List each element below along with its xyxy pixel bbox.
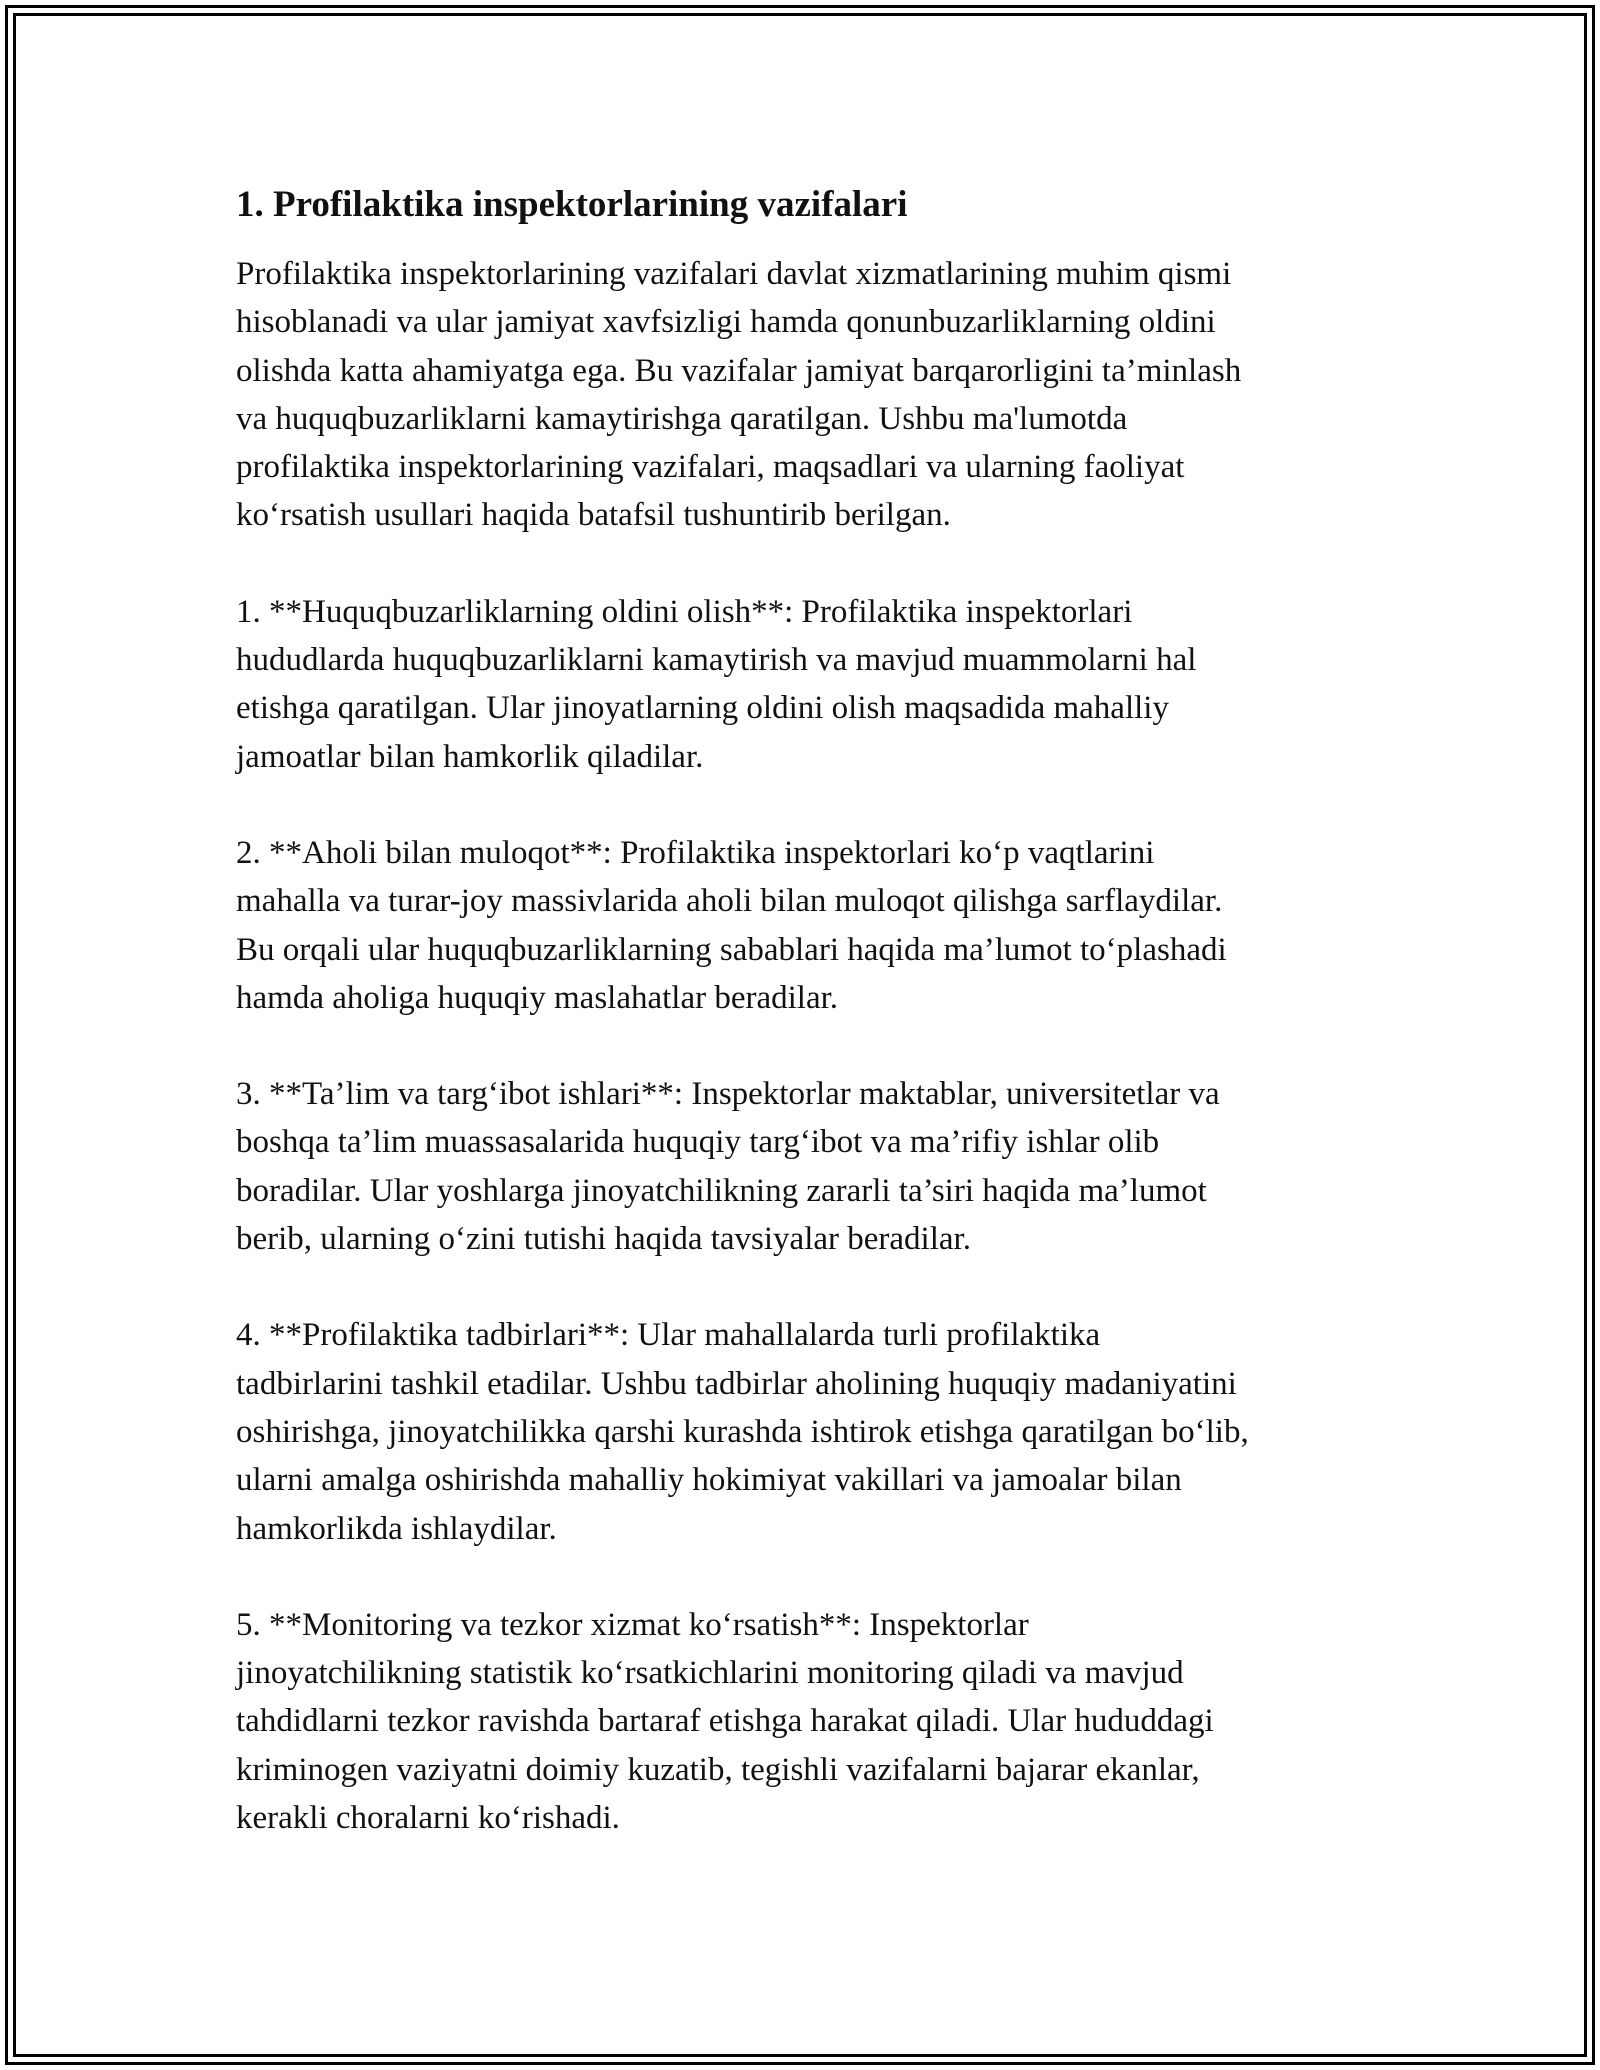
list-item-5-paragraph: 5. **Monitoring va tezkor xizmat ko‘rsatish**: Inspektorlar jinoyatchilikning statistik ko‘rsatkichlarini monitoring qiladi va mavjud tahdidlarni tezkor ravishda bartaraf etishga harakat qiladi. Ular hududdagi kriminogen vaziyatni doimiy kuzatib, tegishli vazifalarni bajarar ekanlar, kerakli choralarni ko‘rishadi. [236,1606,1214,1837]
list-item-2-paragraph: 2. **Aholi bilan muloqot**: Profilaktika inspektorlari ko‘p vaqtlarini mahalla va turar-joy massivlarida aholi bilan muloqot qilishga sarflaydilar. Bu orqali ular huquqbuzarliklarning sabablari haqida ma’lumot to‘plashadi hamda aholiga huquqiy maslahatlar beradilar. [236,834,1227,1016]
list-item-1-paragraph: 1. **Huquqbuzarliklarning oldini olish**: Profilaktika inspektorlari hududlarda huquqbuzarliklarni kamaytirish va mavjud muammolarni hal etishga qaratilgan. Ular jinoyatlarning oldini olish maqsadida mahalliy jamoatlar bilan hamkorlik qiladilar. [236,593,1197,775]
list-item-4-paragraph: 4. **Profilaktika tadbirlari**: Ular mahallalarda turli profilaktika tadbirlarini tashkil etadilar. Ushbu tadbirlar aholining huquqiy madaniyatini oshirishga, jinoyatchilikka qarshi kurashda ishtirok etishga qaratilgan bo‘lib, ularni amalga oshirishda mahalliy hokimiyat vakillari va jamoalar bilan hamkorlikda ishlaydilar. [236,1317,1249,1547]
document-title: 1. Profilaktika inspektorlarining vazifalari [236,184,908,225]
document-body [236,180,1366,1890]
list-item-3-paragraph: 3. **Ta’lim va targ‘ibot ishlari**: Inspektorlar maktablar, universitetlar va boshqa ta’lim muassasalarida huquqiy targ‘ibot va ma’rifiy ishlar olib boradilar. Ular yoshlarga jinoyatchilikning zararli ta’siri haqida ma’lumot berib, ularning o‘zini tutishi haqida tavsiyalar beradilar. [236,1076,1220,1258]
intro-paragraph: Profilaktika inspektorlarining vazifalari davlat xizmatlarining muhim qismi hisoblanadi va ular jamiyat xavfsizligi hamda qonunbuzarliklarning oldini olishda katta ahamiyatga ega. Bu vazifalar jamiyat barqarorligini ta’minlash va huquqbuzarliklarni kamaytirishga qaratilgan. Ushbu ma'lumotda profilaktika inspektorlarining vazifalari, maqsadlari va ularning faoliyat ko‘rsatish usullari haqida batafsil tushuntirib berilgan. [236,256,1242,534]
